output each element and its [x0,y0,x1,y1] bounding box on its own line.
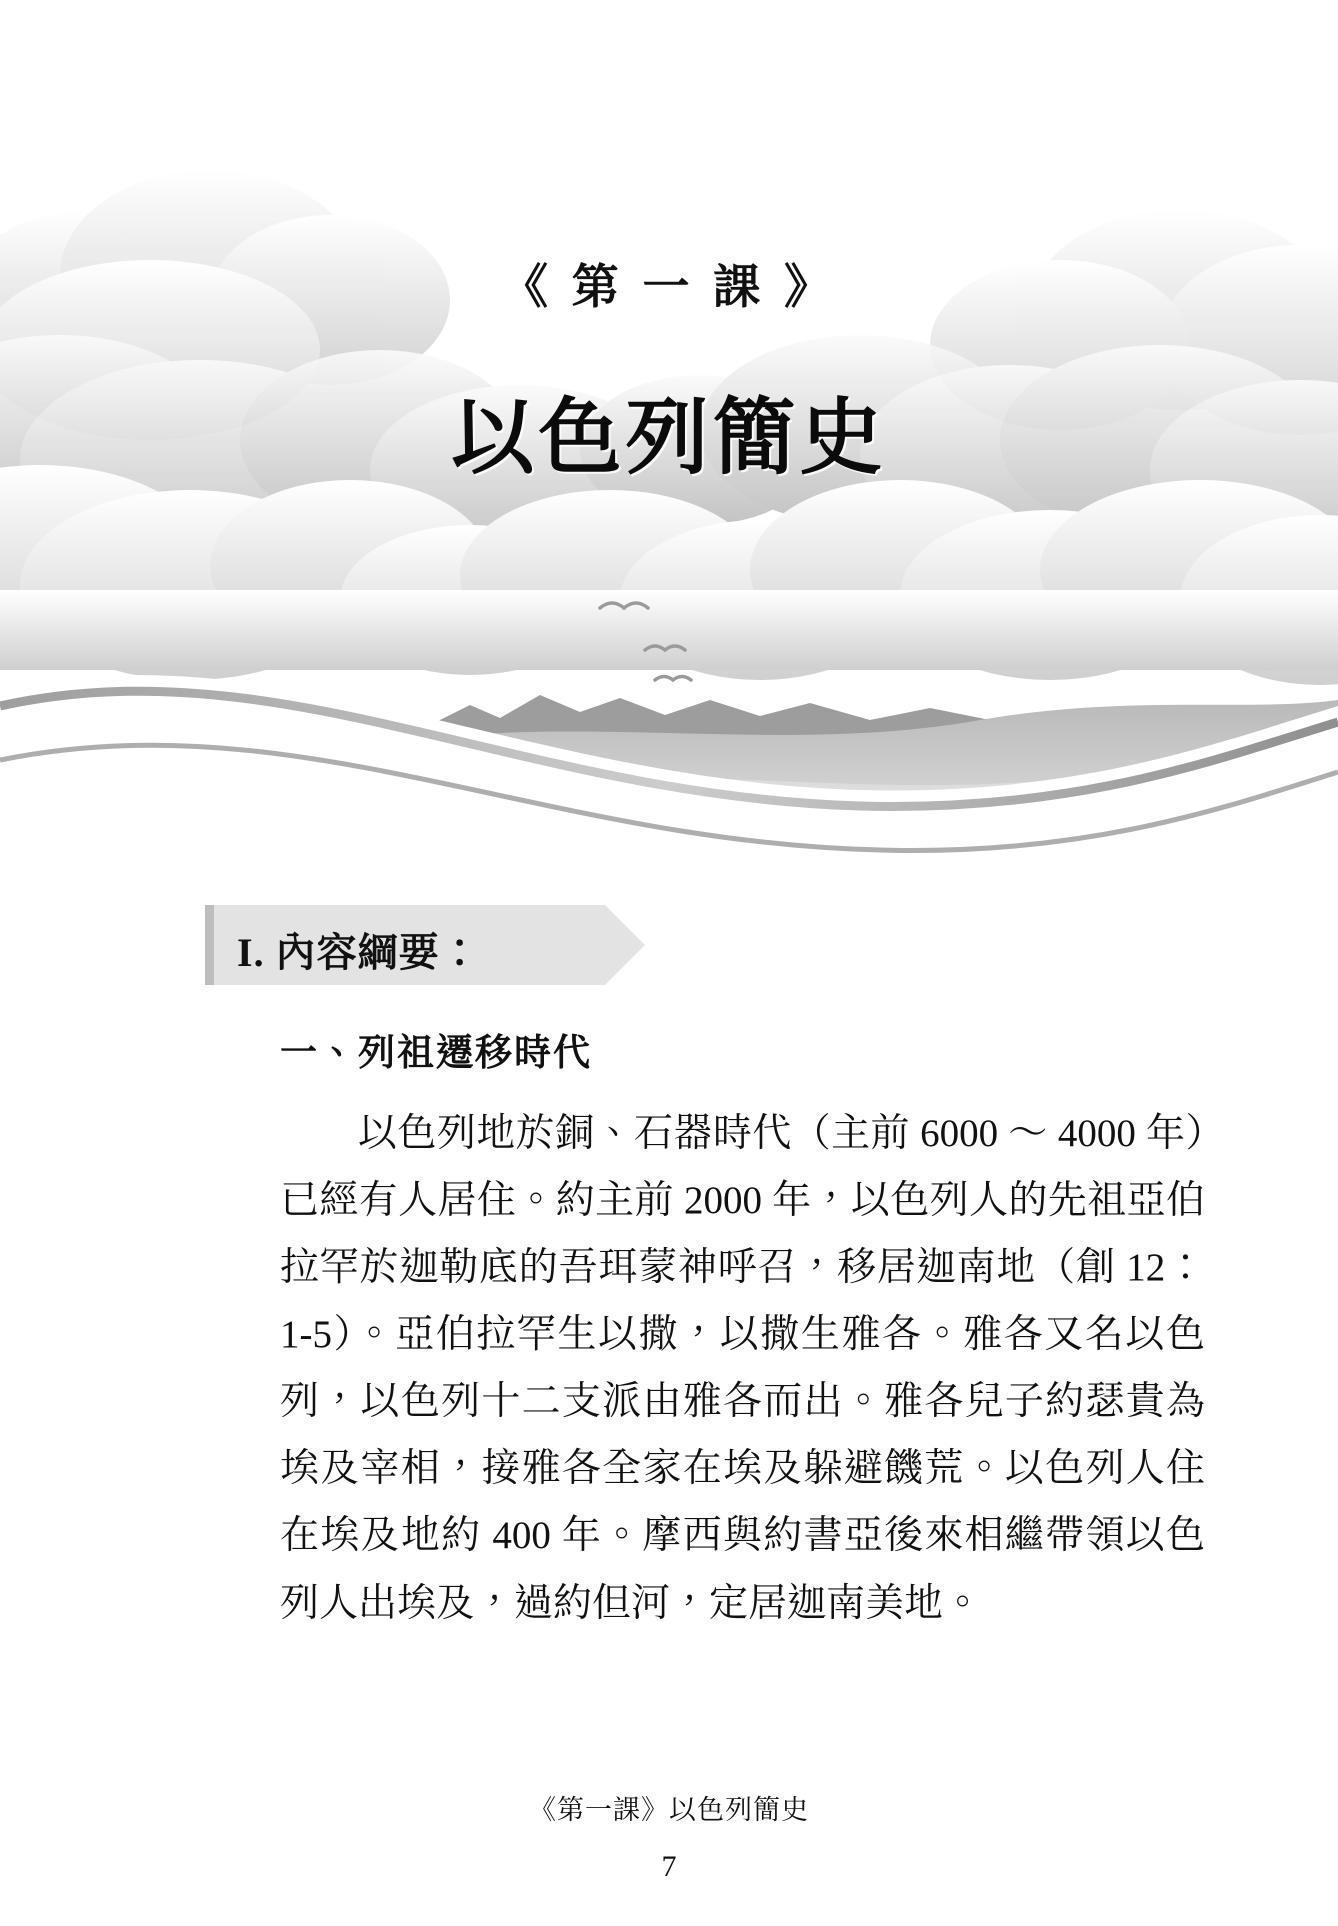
chapter-label: 《 第 一 課 》 [501,262,837,314]
section-ribbon [205,905,675,985]
footer-title: 《第一課》以色列簡史 [529,1795,809,1825]
section-heading: I. 內容綱要： [237,930,481,975]
body-paragraph: 以色列地於銅、石器時代（主前 6000 ～ 4000 年）已經有人居住。約主前 2000 年，以色列人的先祖亞伯拉罕於迦勒底的吾珥蒙神呼召，移居迦南地（創 12：1-5）。亞伯拉罕生以撒，以撒生雅各。雅各又名以色列，以色列十二支派由雅各而出。雅各兒子約瑟貴為埃及宰相，接雅各全家在埃及躲避饑荒。以色列人住在埃及地約 400 年。摩西與約書亞後來相繼帶領以色列人出埃及，過約但河，定居迦南美地。 [280,1112,1205,1625]
subsection-heading: 一、列祖遷移時代 [280,1032,592,1073]
page-number: 7 [661,1850,677,1883]
page-title: 以色列簡史 [451,392,887,484]
